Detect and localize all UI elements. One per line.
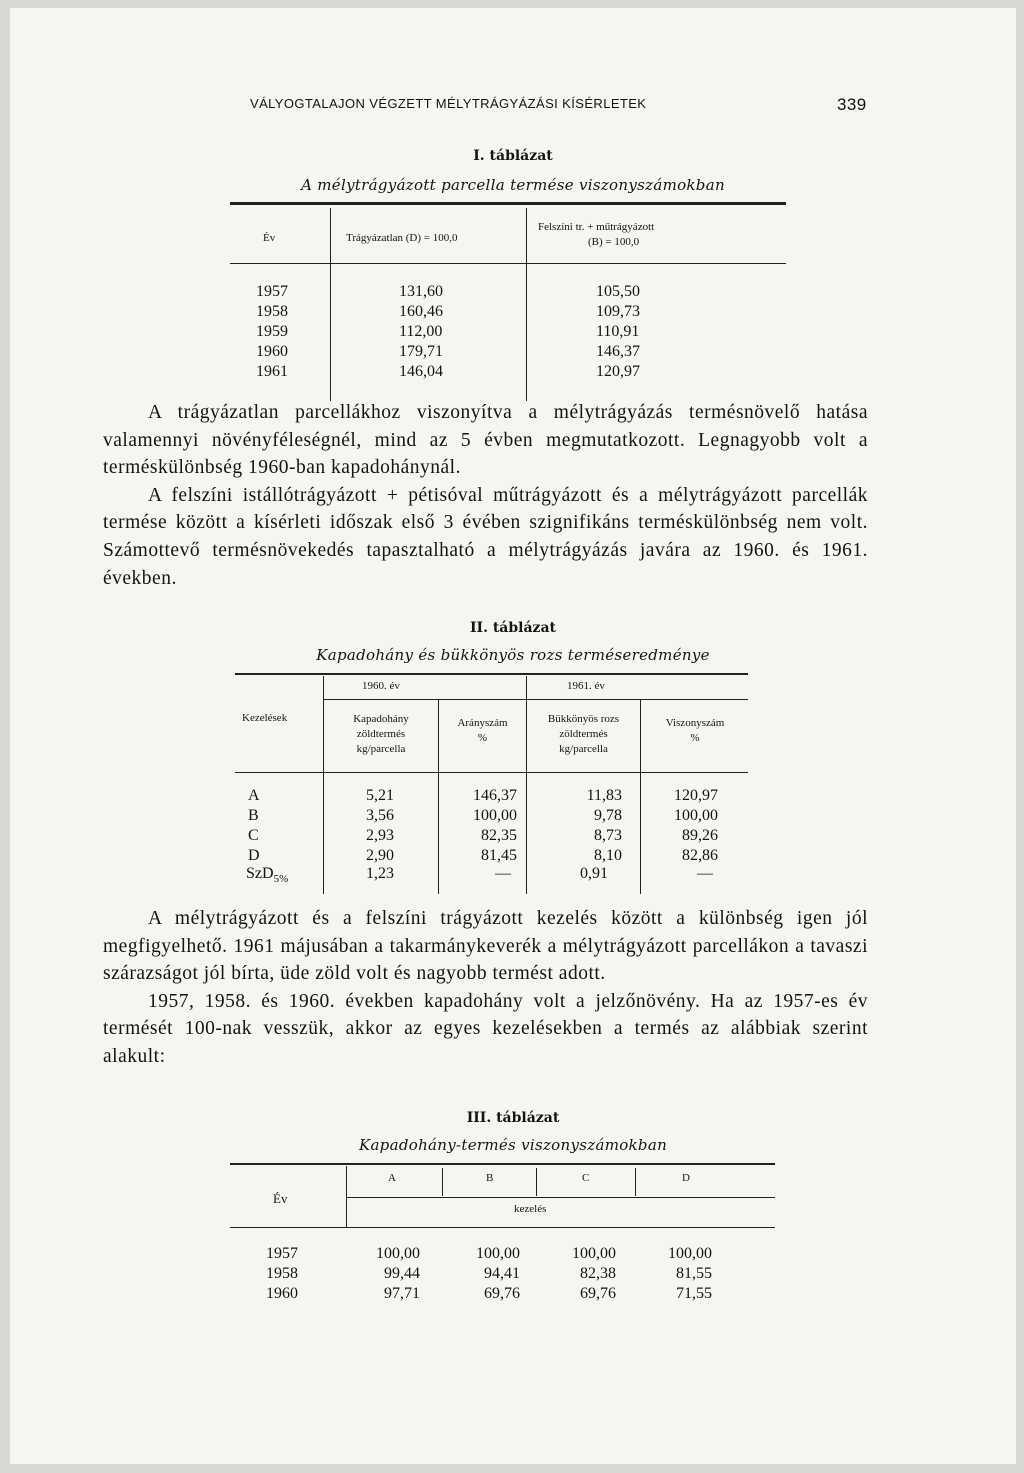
table1-divider-2 (526, 208, 527, 401)
table2-cell-ratio: 100,00 (473, 807, 517, 824)
table1-cell-year: 1960 (256, 343, 288, 360)
table1-cell-d: 179,71 (399, 343, 443, 360)
table3-divider-4 (635, 1168, 636, 1196)
table3-cell-c: 82,38 (580, 1265, 616, 1282)
table2-cell-ratio: 146,37 (473, 787, 517, 804)
table3-d-column (652, 1244, 712, 1304)
table2-col-vetch: Bükkönyös rozs zöldtermés kg/parcella (547, 713, 620, 755)
page-number: 339 (837, 95, 867, 114)
table2-cell-ratio: 82,35 (481, 827, 517, 844)
table3-divider-1 (346, 1166, 347, 1227)
table2-cell-treatment: B (248, 807, 259, 824)
table1-title: I. táblázat (473, 148, 553, 164)
table2-divider-1 (323, 676, 324, 894)
table3-cell-b: 69,76 (484, 1285, 520, 1302)
table3-divider-3 (536, 1168, 537, 1196)
table1-d-column (399, 282, 443, 382)
table2-cell-tobacco: 2,93 (366, 827, 394, 844)
table2-header-rule (235, 772, 748, 773)
table2-cell-treatment: A (248, 787, 260, 804)
table1-cell-b: 110,91 (596, 323, 640, 340)
table1-col-year: Év (263, 232, 276, 244)
table2-cell-treatment: D (248, 847, 260, 864)
table2-szd-ratio: — (495, 865, 511, 882)
table3-cell-c: 69,76 (580, 1285, 616, 1302)
table3-cell-d: 71,55 (676, 1285, 712, 1302)
table3-cell-c: 100,00 (572, 1245, 616, 1262)
paragraph: A trágyázatlan parcellákhoz viszonyítva a mélytrágyázás termésnövelő hatása valamennyi növényféleségnél, mind az 5 évben megmutatkozott. Legnagyobb volt a terméskülönbség 1960-ban kapadohánynál. (103, 402, 868, 479)
table2-cell-relative: 89,26 (682, 827, 718, 844)
table2-col-relative: Viszonyszám % (665, 717, 725, 744)
table2-cell-tobacco: 2,90 (366, 847, 394, 864)
table2-szd-tobacco: 1,23 (366, 865, 394, 882)
table1-cell-year: 1957 (256, 283, 288, 300)
table3-cell-d: 100,00 (668, 1245, 712, 1262)
table1-divider-1 (330, 208, 331, 401)
table2-tobacco-column (366, 786, 394, 866)
table2-title: II. táblázat (469, 620, 557, 636)
table1-header-rule (230, 263, 786, 264)
table2-ratio-column (450, 786, 517, 866)
table3-subtitle: Kapadohány-termés viszonyszámokban (358, 1136, 668, 1154)
table2-vetch-column (556, 786, 622, 866)
table3-col-c: C (582, 1172, 590, 1184)
table1-col-b-line2: (B) = 100,0 (588, 236, 640, 248)
table2-top-rule (235, 673, 748, 675)
table2-cell-vetch: 8,73 (594, 827, 622, 844)
table1-cell-d: 112,00 (399, 323, 443, 340)
table2-cell-treatment: C (248, 827, 259, 844)
szd-text: SzD (246, 865, 274, 882)
table3-header-rule (230, 1227, 775, 1228)
table3-a-column (360, 1244, 420, 1304)
table2-cell-tobacco: 3,56 (366, 807, 394, 824)
table1-cell-d: 160,46 (399, 303, 443, 320)
paragraph: A felszíni istállótrágyázott + pétisóval műtrágyázott és a mélytrágyázott parcellák termése között a kísérleti időszak első 3 évében szignifikáns terméskülönbség nem volt. Számottevő termésnövekedés tapasztalható a mélytrágyázás javára az 1960. és 1961. években. (103, 484, 868, 589)
table2-subtitle: Kapadohány és bükkönyös rozs terméseredménye (316, 646, 710, 664)
table3-col-a: A (388, 1172, 396, 1184)
table3-year-column (266, 1244, 298, 1304)
table3-cell-d: 81,55 (676, 1265, 712, 1282)
table2-szd-vetch: 0,91 (580, 865, 608, 882)
table1-cell-b: 109,73 (596, 303, 640, 320)
table3-treatment-rule (346, 1197, 775, 1198)
table3-title: III. táblázat (466, 1110, 560, 1126)
table3-cell-year: 1960 (266, 1285, 298, 1302)
table2-divider-2 (438, 700, 439, 894)
table3-top-rule (230, 1163, 775, 1165)
table1-cell-b: 120,97 (596, 363, 640, 380)
table1-b-column (596, 282, 640, 382)
table1-col-b-line1: Felszíni tr. + műtrágyázott (538, 221, 655, 233)
table2-divider-4 (640, 700, 641, 894)
table1-year-column (256, 282, 288, 382)
table1-cell-year: 1961 (256, 363, 288, 380)
table3-cell-b: 94,41 (484, 1265, 520, 1282)
table1-cell-b: 105,50 (596, 283, 640, 300)
table1-cell-d: 131,60 (399, 283, 443, 300)
table2-col-treatment: Kezelések (242, 712, 288, 724)
table2-col-ratio: Arányszám % (457, 717, 508, 744)
table3-cell-a: 99,44 (384, 1265, 420, 1282)
body-text-1 (103, 399, 868, 592)
table2-cell-relative: 120,97 (674, 787, 718, 804)
table2-divider-3 (526, 676, 527, 894)
table1-top-rule (230, 202, 786, 205)
table1-cell-d: 146,04 (399, 363, 443, 380)
table2-cell-vetch: 9,78 (594, 807, 622, 824)
table2-treatment-column (248, 786, 260, 866)
table1-subtitle: A mélytrágyázott parcella termése viszonyszámokban (301, 176, 725, 194)
table3-divider-2 (442, 1168, 443, 1196)
szd-subscript: 5% (273, 873, 289, 886)
table3-cell-a: 100,00 (376, 1245, 420, 1262)
table2-cell-vetch: 11,83 (586, 787, 622, 804)
table1-cell-b: 146,37 (596, 343, 640, 360)
table3-c-column (556, 1244, 616, 1304)
table2-cell-vetch: 8,10 (594, 847, 622, 864)
table2-szd-label (246, 864, 288, 889)
table2-col-tobacco: Kapadohány zöldtermés kg/parcella (353, 713, 409, 755)
table3-col-b: B (486, 1172, 494, 1184)
paragraph: 1957, 1958. és 1960. években kapadohány volt a jelzőnövény. Ha az 1957-es év termését 100-nak vesszük, akkor az egyes kezelésekben a termés az alábbiak szerint alakult: (103, 990, 868, 1067)
table2-cell-relative: 82,86 (682, 847, 718, 864)
body-text-2 (103, 905, 868, 1071)
table3-cell-a: 97,71 (384, 1285, 420, 1302)
table3-cell-b: 100,00 (476, 1245, 520, 1262)
paragraph: A mélytrágyázott és a felszíni trágyázott kezelés között a különbség igen jól megfigyelhető. 1961 májusában a takarmánykeverék a mélytrágyázott parcellákon a tavaszi szárazságot jól bírta, üde zöld volt és nagyobb termést adott. (103, 908, 868, 985)
table2-szd-relative: — (697, 865, 713, 882)
table3-treatment-label: kezelés (514, 1203, 547, 1215)
table2-cell-tobacco: 5,21 (366, 787, 394, 804)
table2-relative-column (650, 786, 718, 866)
table3-b-column (460, 1244, 520, 1304)
scanned-page (10, 8, 1016, 1464)
table3-col-year: Év (273, 1191, 288, 1206)
table1-cell-year: 1959 (256, 323, 288, 340)
table1-cell-year: 1958 (256, 303, 288, 320)
table3-cell-year: 1957 (266, 1245, 298, 1262)
table2-cell-relative: 100,00 (674, 807, 718, 824)
table2-year-rule (323, 699, 748, 700)
table1-col-d: Trágyázatlan (D) = 100,0 (346, 232, 458, 244)
table2-year-1961: 1961. év (567, 680, 605, 692)
table2-cell-ratio: 81,45 (481, 847, 517, 864)
table3-cell-year: 1958 (266, 1265, 298, 1282)
running-title: VÁLYOGTALAJON VÉGZETT MÉLYTRÁGYÁZÁSI KÍSÉRLETEK (250, 96, 647, 111)
table3-col-d: D (682, 1172, 690, 1184)
table2-year-1960: 1960. év (362, 680, 400, 692)
